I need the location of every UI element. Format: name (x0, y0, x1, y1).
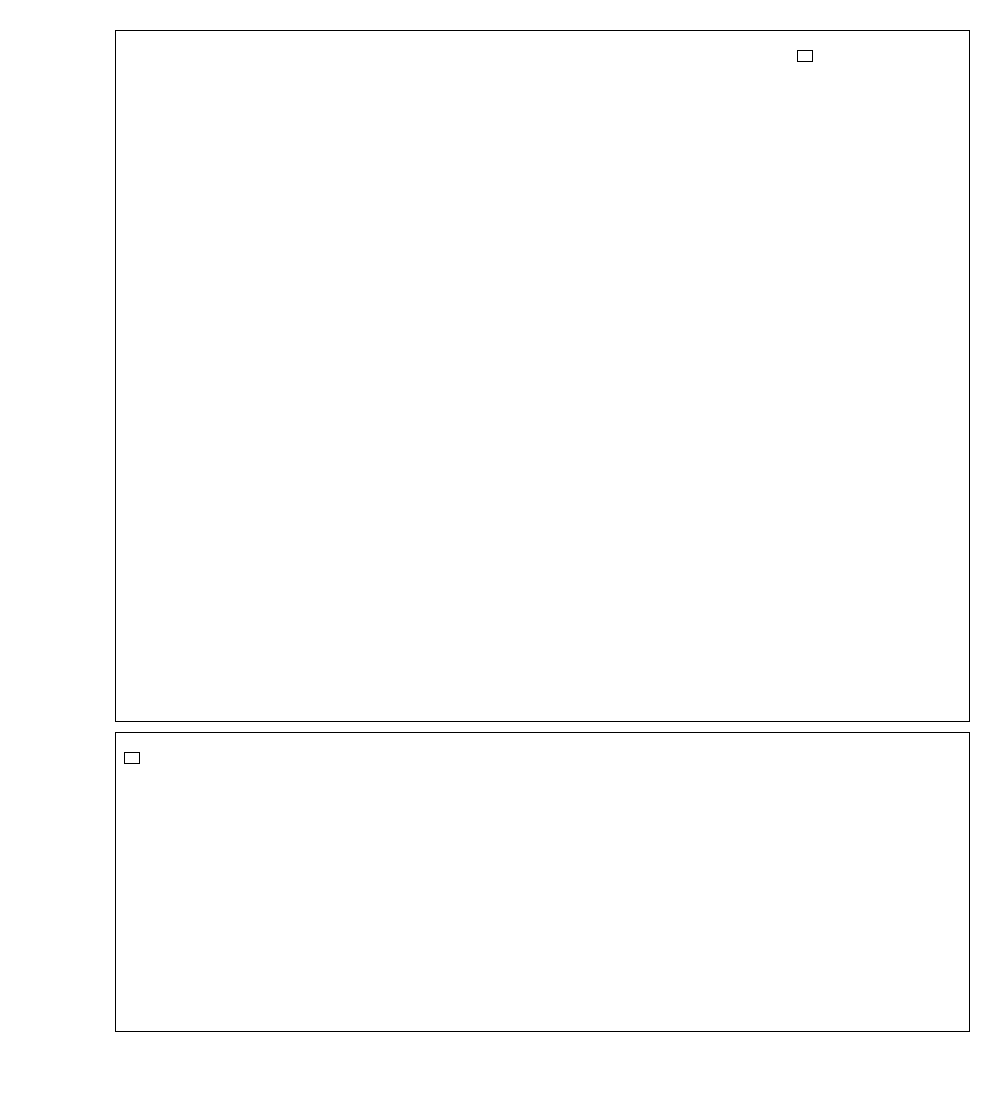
legend-top (797, 50, 813, 62)
bars-bottom (116, 733, 969, 1031)
bars-top (116, 31, 969, 721)
incremental-rate-plot (115, 30, 970, 722)
rupture-count-plot (115, 732, 970, 1032)
legend-bottom (124, 752, 140, 764)
